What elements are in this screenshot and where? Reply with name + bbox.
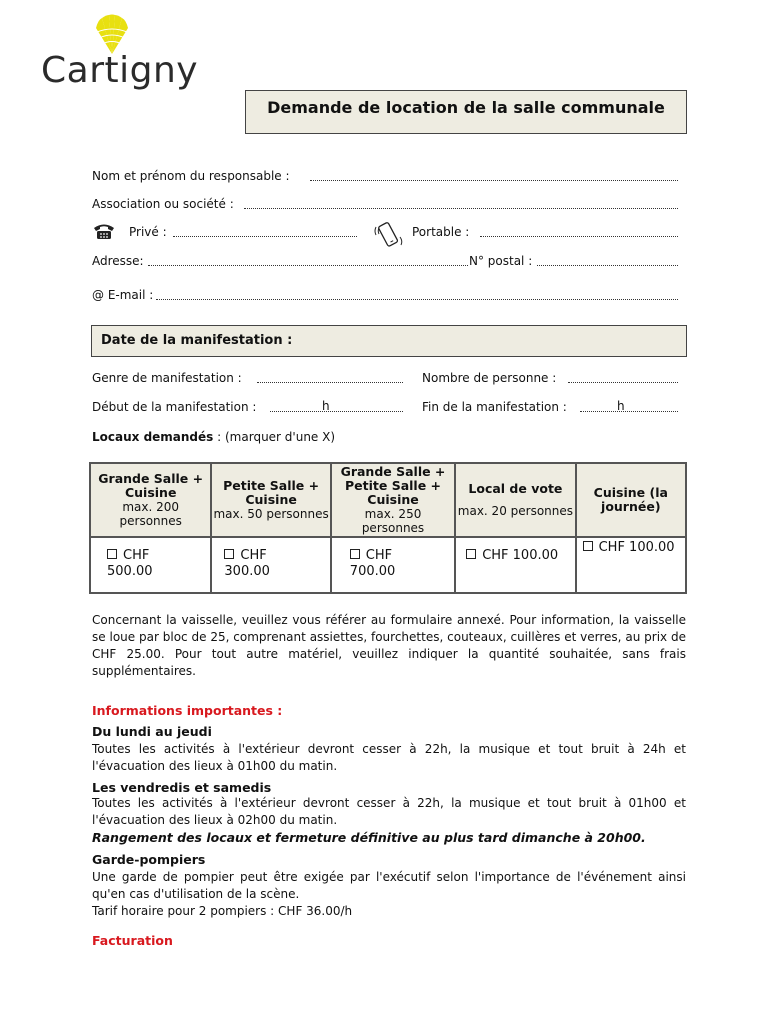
locaux-line	[92, 430, 335, 444]
facturation-heading: Facturation	[92, 933, 173, 948]
nombre-field[interactable]	[568, 382, 678, 383]
prive-field[interactable]	[173, 236, 357, 237]
price-cell[interactable]	[331, 537, 455, 593]
col-header	[331, 463, 455, 537]
col-cap: max. 20 personnes	[457, 504, 574, 518]
adresse-field[interactable]	[148, 265, 468, 266]
fin-label: Fin de la manifestation :	[422, 400, 567, 414]
page-title	[245, 90, 687, 134]
vaisselle-paragraph: Concernant la vaisselle, veuillez vous référer au formulaire annexé. Pour information, la vaisselle se loue par bloc de 25, comprenant assiettes, fourchettes, couteaux, cuillères et verres, au prix de CHF 25.00. Pour tout autre matériel, veuillez indiquer la quantité souhaitée, sans frais supplémentaires.	[92, 613, 686, 678]
rangement-text: Rangement des locaux et fermeture définitive au plus tard dimanche à 20h00.	[92, 830, 646, 845]
price-text: CHF 500.00	[107, 548, 153, 579]
date-section-header	[91, 325, 687, 357]
locaux-table	[89, 462, 687, 594]
logo-wordmark: Cartigny	[41, 50, 199, 91]
checkbox[interactable]	[350, 549, 360, 559]
fin-h: h	[617, 399, 625, 413]
genre-label: Genre de manifestation :	[92, 371, 242, 385]
col-cap: max. 250 personnes	[361, 507, 425, 535]
col-name: Cuisine (la journée)	[593, 485, 668, 514]
col-name: Local de vote	[468, 481, 563, 496]
portable-label: Portable :	[412, 225, 470, 239]
col-name: Petite Salle + Cuisine	[223, 478, 320, 507]
debut-label: Début de la manifestation :	[92, 400, 257, 414]
checkbox[interactable]	[466, 549, 476, 559]
genre-field[interactable]	[257, 382, 403, 383]
fin-field[interactable]	[580, 411, 678, 412]
date-section-title: Date de la manifestation :	[101, 333, 293, 348]
vendredi-text: Toutes les activités à l'extérieur devront cesser à 22h, la musique et tout bruit à 01h00 et l'évacuation des lieux à 02h00 du matin.	[92, 796, 686, 827]
pompiers-heading: Garde-pompiers	[92, 852, 206, 867]
responsable-field[interactable]	[310, 180, 678, 181]
email-field[interactable]	[156, 299, 678, 300]
vendredi-heading: Les vendredis et samedis	[92, 780, 272, 795]
mobile-phone-icon	[372, 219, 406, 251]
col-header	[455, 463, 575, 537]
col-cap: max. 50 personnes	[213, 507, 329, 521]
locaux-label: Locaux demandés	[92, 430, 214, 444]
email-label: @ E-mail :	[92, 288, 154, 302]
price-cell[interactable]	[455, 537, 575, 593]
infos-heading: Informations importantes :	[92, 703, 283, 718]
npa-field[interactable]	[537, 265, 678, 266]
tarif-text: Tarif horaire pour 2 pompiers : CHF 36.00/h	[92, 904, 353, 918]
page-title-text: Demande de location de la salle communale	[267, 98, 665, 117]
association-field[interactable]	[244, 208, 678, 209]
col-cap: max. 200 personnes	[119, 500, 182, 528]
price-text: CHF 700.00	[349, 548, 396, 579]
debut-h: h	[322, 399, 330, 413]
lundi-heading: Du lundi au jeudi	[92, 724, 212, 739]
prive-label: Privé :	[129, 225, 167, 239]
responsable-label: Nom et prénom du responsable :	[92, 169, 290, 183]
price-text: CHF 300.00	[224, 548, 270, 579]
portable-field[interactable]	[480, 236, 678, 237]
locaux-hint: : (marquer d'une X)	[217, 430, 336, 444]
price-text: CHF 100.00	[598, 540, 675, 555]
col-header	[576, 463, 686, 537]
checkbox[interactable]	[107, 549, 117, 559]
price-cell[interactable]	[211, 537, 330, 593]
npa-label: N° postal :	[469, 254, 533, 268]
lundi-text: Toutes les activités à l'extérieur devront cesser à 22h, la musique et tout bruit à 24h et l'évacuation des lieux à 01h00 du matin.	[92, 742, 686, 773]
price-cell[interactable]	[576, 537, 686, 593]
adresse-label: Adresse:	[92, 254, 144, 268]
debut-field[interactable]	[270, 411, 403, 412]
telephone-icon	[92, 222, 116, 240]
checkbox[interactable]	[583, 541, 593, 551]
pompiers-text: Une garde de pompier peut être exigée par l'exécutif selon l'importance de l'événement ainsi qu'en cas d'utilisation de la scène.	[92, 870, 686, 901]
price-cell[interactable]	[90, 537, 211, 593]
col-header	[90, 463, 211, 537]
col-name: Grande Salle + Petite Salle + Cuisine	[340, 464, 446, 507]
price-text: CHF 100.00	[482, 548, 559, 563]
association-label: Association ou société :	[92, 197, 234, 211]
nombre-label: Nombre de personne :	[422, 371, 557, 385]
col-name: Grande Salle + Cuisine	[98, 471, 204, 500]
checkbox[interactable]	[224, 549, 234, 559]
col-header	[211, 463, 330, 537]
